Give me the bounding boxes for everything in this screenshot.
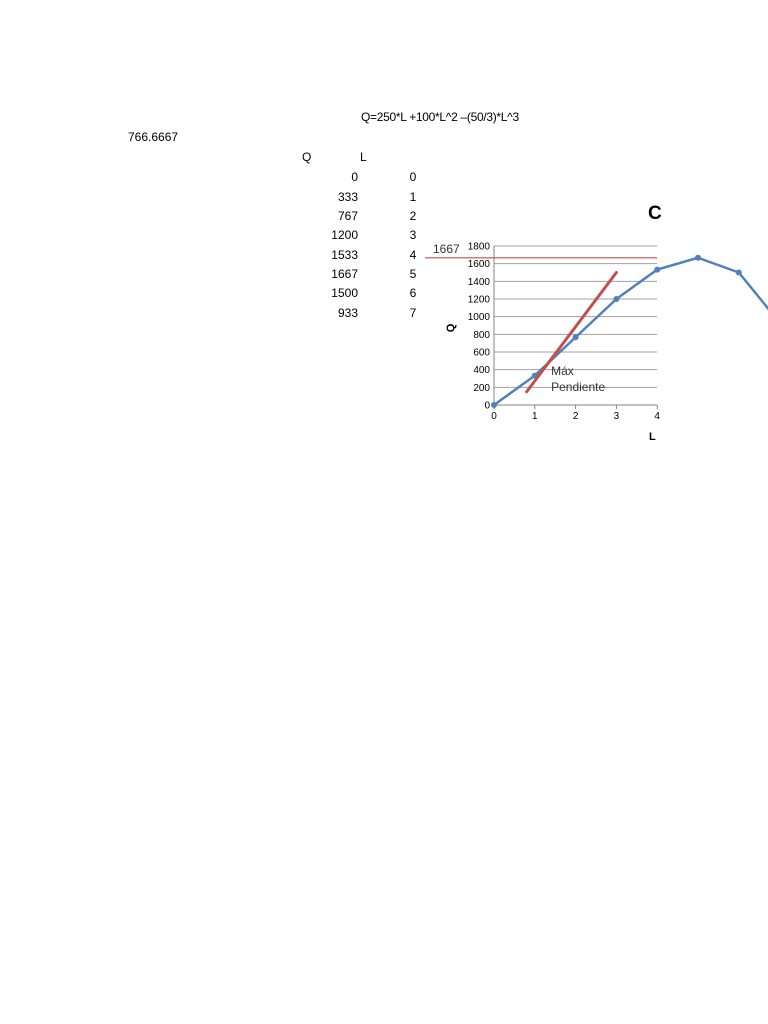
table-cell-l: 3 xyxy=(409,228,417,242)
table-cell-l: 1 xyxy=(409,190,417,204)
series-point xyxy=(573,334,579,340)
y-tick-label: 1000 xyxy=(467,312,490,324)
chart-area xyxy=(425,195,662,450)
column-header-l: L xyxy=(360,150,367,164)
table-cell-q: 933 xyxy=(337,306,358,320)
table-cell-l: 4 xyxy=(409,248,417,262)
max-output-label: 1667 xyxy=(433,242,460,256)
table-cell-l: 5 xyxy=(409,267,417,281)
chart-title: C xyxy=(648,203,662,224)
table-cell-q: 0 xyxy=(351,170,358,184)
y-axis-title: Q xyxy=(445,323,457,333)
column-header-q: Q xyxy=(302,150,312,164)
production-function-formula: Q=250*L +100*L^2 –(50/3)*L^3 xyxy=(361,110,519,124)
table-cell-l: 7 xyxy=(409,306,417,320)
y-tick-label: 0 xyxy=(484,400,490,412)
series-point xyxy=(654,267,660,273)
table-cell-l: 0 xyxy=(409,170,417,184)
series-point xyxy=(695,255,701,261)
y-tick-label: 1800 xyxy=(467,241,490,253)
y-tick-label: 800 xyxy=(473,329,490,341)
annotation-line1: Máx xyxy=(551,363,574,378)
x-tick-label: 3 xyxy=(613,411,620,422)
y-tick-label: 200 xyxy=(473,382,490,394)
x-tick-label: 4 xyxy=(654,411,660,422)
table-cell-q: 1533 xyxy=(331,248,358,262)
table-cell-l: 2 xyxy=(409,209,417,223)
table-cell-q: 1500 xyxy=(331,286,358,300)
y-tick-label: 1400 xyxy=(467,276,490,288)
series-point xyxy=(736,270,742,276)
y-tick-label: 600 xyxy=(473,347,490,359)
x-axis-title: L xyxy=(649,431,656,443)
table-cell-q: 333 xyxy=(337,190,358,204)
y-tick-label: 400 xyxy=(473,365,490,377)
series-point xyxy=(613,296,619,302)
production-chart xyxy=(425,195,662,450)
y-tick-label: 1200 xyxy=(467,294,490,306)
x-tick-label: 1 xyxy=(532,411,538,422)
annotation-line2: Pendiente xyxy=(551,379,606,394)
stray-value-cell: 766.6667 xyxy=(128,130,179,144)
table-cell-q: 767 xyxy=(337,209,358,223)
table-cell-q: 1667 xyxy=(331,267,358,281)
x-tick-label: 0 xyxy=(491,411,497,422)
y-tick-label: 1600 xyxy=(467,259,490,271)
series-point xyxy=(491,402,497,408)
table-cell-l: 6 xyxy=(409,286,417,300)
table-cell-q: 1200 xyxy=(331,228,358,242)
x-tick-label: 2 xyxy=(572,411,579,422)
